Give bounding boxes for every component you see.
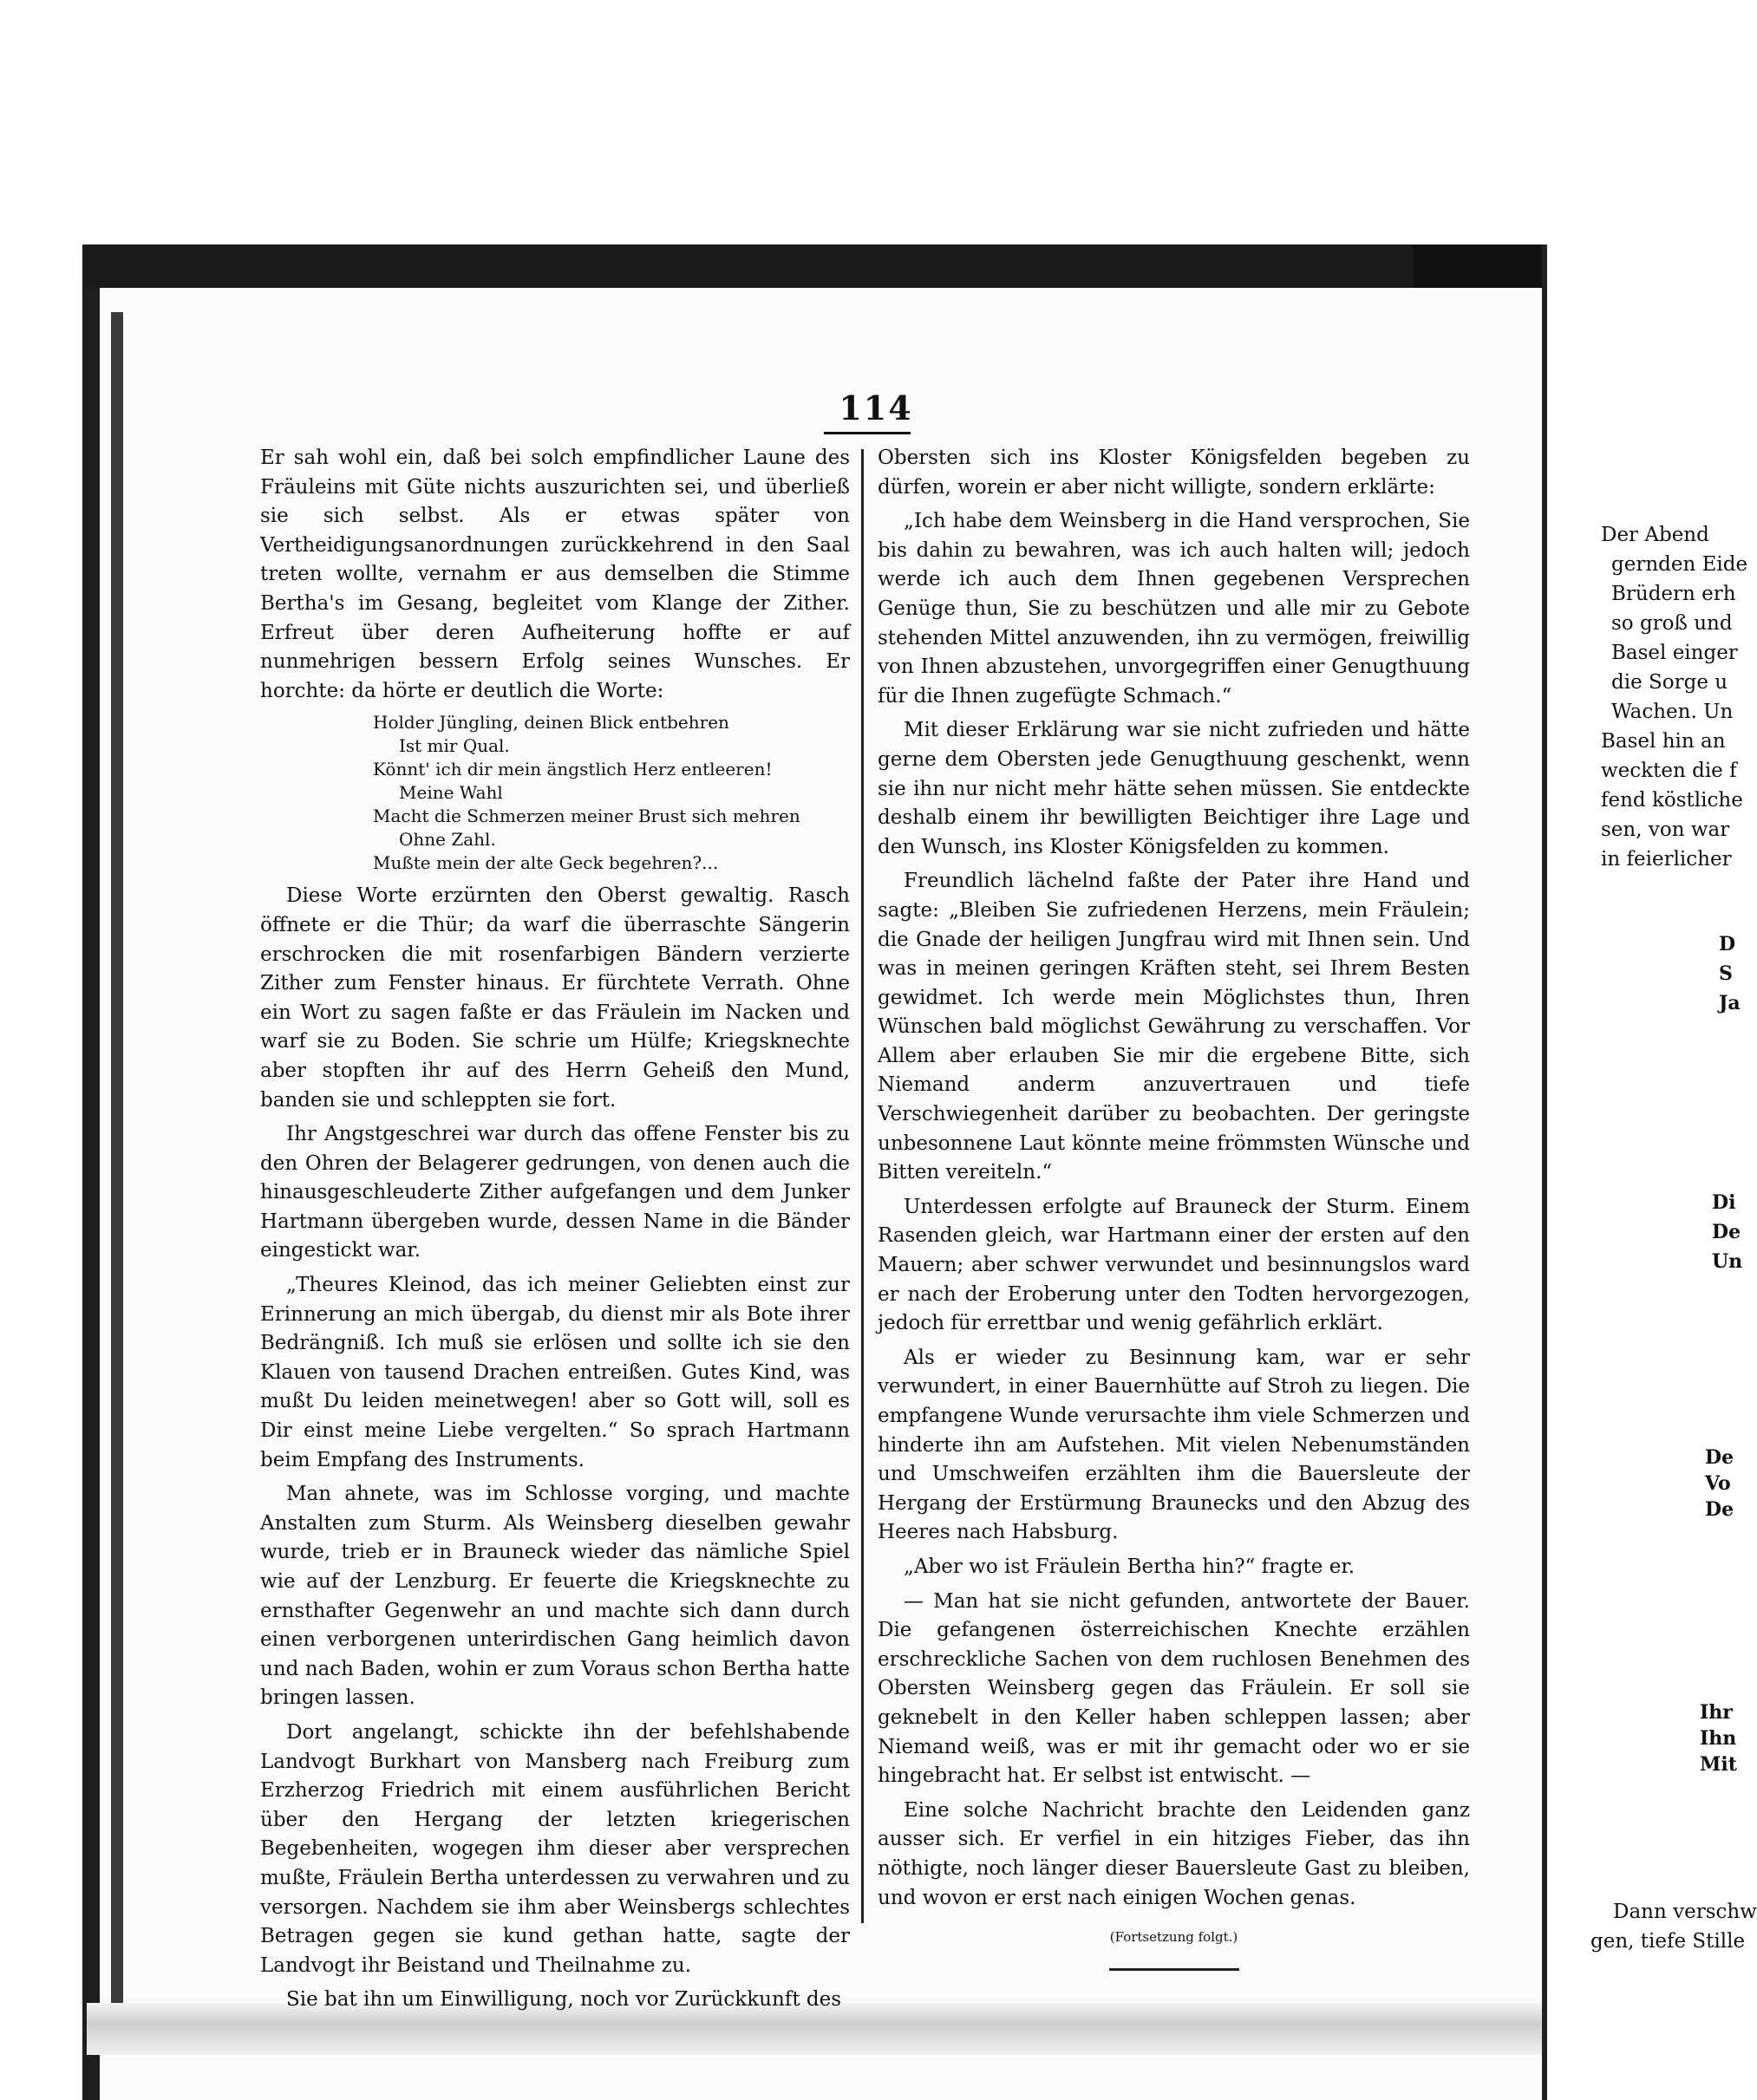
continuation-note: (Fortsetzung folgt.) [1109, 1929, 1238, 1946]
column-divider [861, 449, 864, 1923]
page-number: 114 [839, 388, 913, 427]
paragraph: Sie bat ihn um Einwilligung, noch vor Zurückkunft des [286, 1988, 842, 2012]
facing-line: Brüdern erh [1611, 583, 1736, 605]
poem-line: Holder Jüngling, deinen Blick entbehren [373, 712, 729, 734]
facing-line: Basel hin an [1601, 730, 1726, 753]
poem-line: Mußte mein der alte Geck begehren?... [373, 852, 719, 874]
poem-line: Könnt' ich dir mein ängstlich Herz entleeren! [373, 759, 773, 780]
facing-line: Basel einger [1611, 642, 1738, 664]
paragraph: Diese Worte erzürnten den Oberst gewaltig. Rasch öffnete er die Thür; da warf die überraschte Sängerin erschrocken die mit rosenfarbigen Bändern verzierte Zither zum Fenster hinaus. Er fürchtete Verrath. Ohne ein Wort zu sagen faßte er das Fräulein im Nacken und warf sie zu Boden. Sie schrie um Hülfe; Kriegsknechte aber stopften ihr auf des Herrn Geheiß den Mund, banden sie und schleppten sie fort. [260, 884, 850, 1112]
facing-line: Wachen. Un [1611, 701, 1734, 723]
facing-mark: D [1719, 933, 1736, 955]
paragraph: Obersten sich ins Kloster Königsfelden begeben zu dürfen, worein er aber nicht willigte, sondern erklärte: [878, 447, 1470, 499]
facing-line: so groß und [1611, 612, 1733, 635]
facing-mark: S [1719, 962, 1733, 985]
paragraph: Eine solche Nachricht brachte den Leidenden ganz ausser sich. Er verfiel in ein hitziges Fieber, das ihn nöthigte, noch länger dieser Bauersleute Gast zu bleiben, und wovon er erst nach einigen Wochen genas. [878, 1798, 1470, 1909]
paragraph: „Theures Kleinod, das ich meiner Geliebten einst zur Erinnerung an mich übergab, du dienst mir als Bote ihrer Bedrängniß. Ich muß sie erlösen und sollte ich sie den Klauen von tausend Drachen entreißen. Gutes Kind, was mußt Du leiden meinetwegen! aber so Gott will, soll es Dir einst meine Liebe vergelten.“ So sprach Hartmann beim Empfang des Instruments. [260, 1274, 850, 1471]
page-number-rule [824, 432, 911, 434]
facing-mark: Un [1712, 1250, 1743, 1273]
facing-line: fend köstliche [1601, 789, 1743, 812]
facing-mark: Ja [1719, 992, 1741, 1014]
facing-marks [1712, 1188, 1742, 1276]
facing-mark: De [1705, 1498, 1734, 1521]
paragraph: Mit dieser Erklärung war sie nicht zufrieden und hätte gerne dem Obersten jede Genugthuung geschenkt, wenn sie ihn nur nicht mehr hätte sehen müssen. Sie entdeckte deshalb einem ihr bewilligten Beichtiger ihre Lage und den Wunsch, ins Kloster Königsfelden zu kommen. [878, 719, 1470, 858]
facing-mark: Ihn [1700, 1727, 1737, 1750]
facing-marks [1705, 1445, 1734, 1523]
paragraph: Als er wieder zu Besinnung kam, war er sehr verwundert, in einer Bauernhütte auf Stroh zu liegen. Die empfangene Wunde verursachte ihm viele Schmerzen und hinderte ihn am Aufstehen. Mit vielen Nebenumständen und Umschweifen erzählten ihm die Bauersleute der Hergang der Erstürmung Braunecks und den Abzug des Heeres nach Habsburg. [878, 1346, 1470, 1544]
paragraph: „Ich habe dem Weinsberg in die Hand versprochen, Sie bis dahin zu bewahren, was ich auch halten will; jedoch werde ich auch dem Ihnen gegebenen Versprechen Genüge thun, Sie zu beschützen und alle mir zu Gebote stehenden Mittel anzuwenden, ihn zu vermögen, freiwillig von Ihnen abzustehen, unvorgegriffen einer Genugthuung für die Ihnen zugefügte Schmach.“ [878, 510, 1470, 708]
end-rule [1109, 1968, 1239, 1971]
facing-page-text [1601, 520, 1748, 874]
facing-line: Dann verschw [1613, 1901, 1757, 1923]
paragraph: Er sah wohl ein, daß bei solch empfindlicher Laune des Fräuleins mit Güte nichts auszurichten sei, und überließ sie sich selbst. Als er etwas später von Vertheidigungsanordnungen zurückkehrend in den Saal treten wollte, vernahm er aus demselben die Stimme Bertha's im Gesang, begleitet vom Klange der Zither. Erfreut über deren Aufheiterung hoffte er auf nunmehrigen bessern Erfolg seines Wunsches. Er horchte: da hörte er deutlich die Worte: [260, 447, 850, 702]
facing-mark: De [1705, 1446, 1734, 1469]
paragraph: — Man hat sie nicht gefunden, antwortete der Bauer. Die gefangenen österreichischen Knechte erzählen erschreckliche Sachen von dem ruchlosen Benehmen des Obersten Weinsberg gegen das Fräulein. Er soll sie geknebelt in den Keller haben schleppen lassen; aber Niemand weiß, was er mit ihr gemacht oder wo er sie hingebracht hat. Er selbst ist entwischt. — [878, 1589, 1470, 1788]
poem-line: Meine Wahl [399, 782, 503, 804]
facing-mark: Di [1712, 1191, 1736, 1214]
paragraph: „Aber wo ist Fräulein Bertha hin?“ fragte er. [904, 1555, 1355, 1578]
page-binding-edge [111, 312, 123, 2003]
facing-mark: Mit [1700, 1753, 1737, 1776]
poem-line: Ohne Zahl. [399, 829, 496, 851]
poem-line: Ist mir Qual. [399, 735, 510, 757]
facing-page-bottom-text [1590, 1897, 1757, 1956]
facing-marks [1700, 1699, 1737, 1777]
paragraph: Ihr Angstgeschrei war durch das offene Fenster bis zu den Ohren der Belagerer gedrungen, von denen auch die hinausgeschleuderte Zither aufgefangen und dem Junker Hartmann übergeben wurde, dessen Name in die Bänder eingestickt war. [260, 1123, 850, 1262]
paragraph: Freundlich lächelnd faßte der Pater ihre Hand und sagte: „Bleiben Sie zufriedenen Herzens, mein Fräulein; die Gnade der heiligen Jungfrau wird mit Ihnen sein. Und was in meinen geringen Kräften steht, sei Ihrem Besten gewidmet. Ich werde mein Möglichstes thun, Ihren Wünschen bald möglichst Gewährung zu verschaffen. Vor Allem aber erlauben Sie mir die ergebene Bitte, sich Niemand anderm anzuvertrauen und tiefe Verschwiegenheit darüber zu beobachten. Der geringste unbesonnene Laut könnte meine frömmsten Wünsche und Bitten vereiteln.“ [878, 870, 1470, 1184]
poem-line: Macht die Schmerzen meiner Brust sich mehren [373, 805, 800, 827]
right-text-column [878, 444, 1470, 1971]
facing-line: gen, tiefe Stille [1590, 1930, 1746, 1953]
facing-line: in feierlicher [1601, 848, 1732, 871]
paragraph: Dort angelangt, schickte ihn der befehlshabende Landvogt Burkhart von Mansberg nach Freiburg zum Erzherzog Friedrich mit einem ausführlichen Bericht über den Hergang der letzten kriegerischen Begebenheiten, wogegen ihm dieser aber versprechen mußte, Fräulein Bertha unterdessen zu verwahren und zu versorgen. Nachdem sie ihm aber Weinsbergs schlechtes Betragen gegen sie kund gethan hatte, sagte der Landvogt ihr Beistand und Theilnahme zu. [260, 1720, 850, 1977]
poem [373, 711, 850, 875]
facing-line: Der Abend [1601, 524, 1709, 546]
paragraph: Unterdessen erfolgte auf Brauneck der Sturm. Einem Rasenden gleich, war Hartmann einer der ersten auf den Mauern; aber schwer verwundet und besinnungslos ward er nach der Eroberung unter den Todten hervorgezogen, jedoch für errettbar und wenig gefährlich erklärt. [878, 1195, 1470, 1335]
facing-line: weckten die f [1601, 760, 1737, 782]
facing-marks [1719, 929, 1741, 1018]
facing-mark: Vo [1705, 1472, 1731, 1495]
facing-mark: De [1712, 1221, 1741, 1243]
left-text-column [260, 444, 850, 2020]
facing-mark: Ihr [1700, 1701, 1733, 1724]
facing-line: gernden Eide [1611, 553, 1748, 576]
facing-line: die Sorge u [1611, 671, 1728, 694]
facing-line: sen, von war [1601, 818, 1730, 841]
paragraph: Man ahnete, was im Schlosse vorging, und machte Anstalten zum Sturm. Als Weinsberg dieselben gewahr wurde, trieb er in Brauneck wieder das nämliche Spiel wie auf der Lenzburg. Er feuerte die Kriegsknechte zu ernsthafter Gegenwehr an und machte sich dann durch einen verborgenen unterirdischen Gang heimlich davon und nach Baden, wohin er zum Voraus schon Bertha hatte bringen lassen. [260, 1483, 850, 1710]
